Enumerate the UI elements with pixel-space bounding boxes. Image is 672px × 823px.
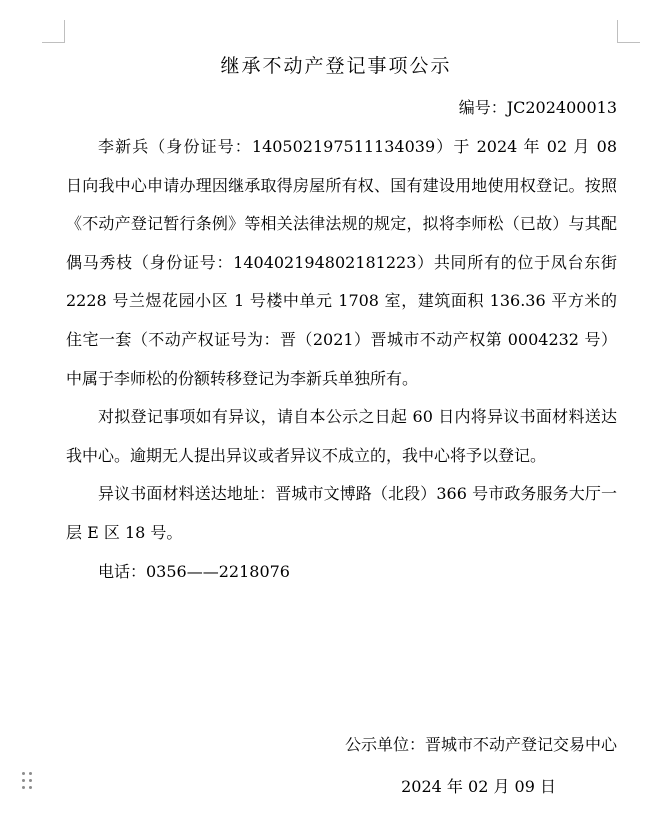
- paragraph-phone: 电话：0356——2218076: [98, 561, 290, 581]
- publish-date: 2024 年 02 月 09 日: [401, 777, 556, 796]
- paragraph-objection-address: 异议书面材料送达地址：晋城市文博路（北段）366 号市政务服务大厅一层 E 区 18 号。: [66, 484, 617, 542]
- publishing-unit: 公示单位：晋城市不动产登记交易中心: [344, 735, 617, 754]
- document-title: 继承不动产登记事项公示: [220, 55, 452, 77]
- paragraph-objection-notice: 对拟登记事项如有异议，请自本公示之日起 60 日内将异议书面材料送达我中心。逾期无人提出异议或者异议不成立的，我中心将予以登记。: [66, 407, 617, 465]
- document-number: 编号：JC202400013: [458, 98, 617, 117]
- page-corner-mark-top-right: [617, 20, 640, 43]
- paragraph-application: 李新兵（身份证号：140502197511134039）于 2024 年 02 月 08 日向我中心申请办理因继承取得房屋所有权、国有建设用地使用权登记。按照《不动产登记暂行条例》等相关法律法规的规定，拟将李师松（已故）与其配偶马秀枝（身份证号：140402194802181223）共同所有的位于凤台东街 2228 号兰煜花园小区 1 号楼中单元 1708 室，建筑面积 136.36 平方米的住宅一套（不动产权证号为：晋（2021）晋城市不动产权第 0004232 号）中属于李师松的份额转移登记为李新兵单独所有。: [66, 137, 617, 388]
- page-corner-mark-top-left: [42, 20, 65, 43]
- document-body: [66, 128, 617, 591]
- drag-handle-icon[interactable]: [22, 772, 34, 790]
